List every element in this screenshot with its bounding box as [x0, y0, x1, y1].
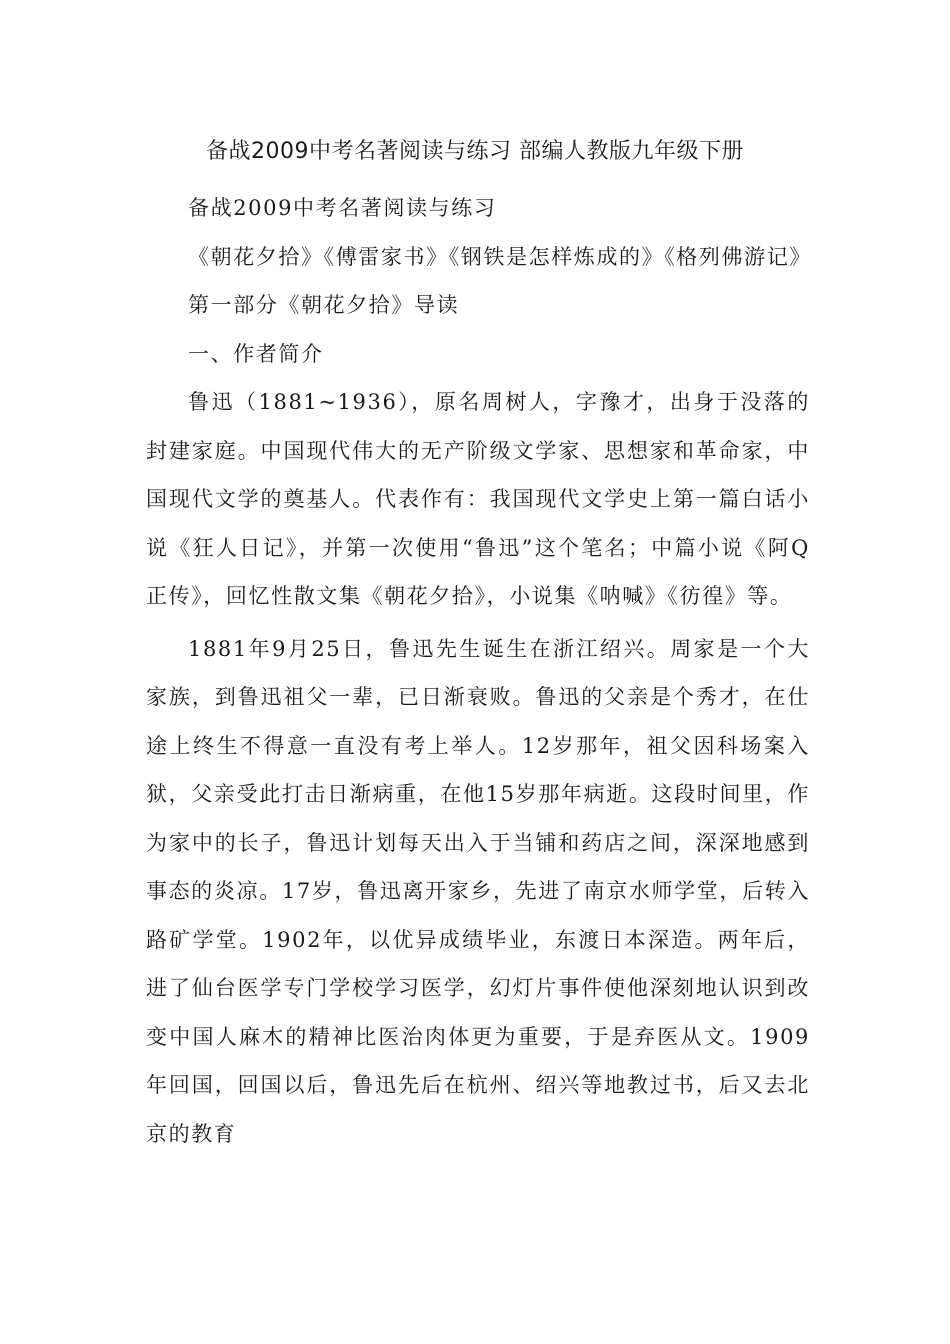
paragraph-part-heading: 第一部分《朝花夕拾》导读: [188, 293, 460, 317]
paragraph-biography: 1881年9月25日，鲁迅先生诞生在浙江绍兴。周家是一个大家族，到鲁迅祖父一辈，已日渐衰败。鲁迅的父亲是个秀才，在仕途上终生不得意一直没有考上举人。12岁那年，祖父因科场案入狱，父亲受此打击日渐病重，在他15岁那年病逝。这段时间里，作为家中的长子，鲁迅计划每天出入于当铺和药店之间，深深地感到事态的炎凉。17岁，鲁迅离开家乡，先进了南京水师学堂，后转入路矿学堂。1902年，以优异成绩毕业，东渡日本深造。两年后，进了仙台医学专门学校学习医学，幻灯片事件使他深刻地认识到改变中国人麻木的精神比医治肉体更为重要，于是弃医从文。1909年回国，回国以后，鲁迅先后在杭州、绍兴等地教过书，后又去北京的教育: [146, 636, 810, 1146]
document-body: [146, 184, 810, 1158]
paragraph-section-heading: 一、作者简介: [188, 341, 324, 366]
paragraph-subtitle: 备战2009中考名著阅读与练习: [188, 196, 497, 220]
paragraph-book-list: 《朝花夕拾》《傅雷家书》《钢铁是怎样炼成的》《格列佛游记》: [188, 244, 812, 269]
document-title: 备战2009中考名著阅读与练习 部编人教版九年级下册: [206, 139, 744, 164]
paragraph-author-intro: 鲁迅（1881~1936），原名周树人，字豫才，出身于没落的封建家庭。中国现代伟大的无产阶级文学家、思想家和革命家，中国现代文学的奠基人。代表作有：我国现代文学史上第一篇白话小说《狂人日记》，并第一次使用“鲁迅”这个笔名；中篇小说《阿Q正传》，回忆性散文集《朝花夕拾》，小说集《呐喊》《彷徨》等。: [146, 390, 810, 608]
